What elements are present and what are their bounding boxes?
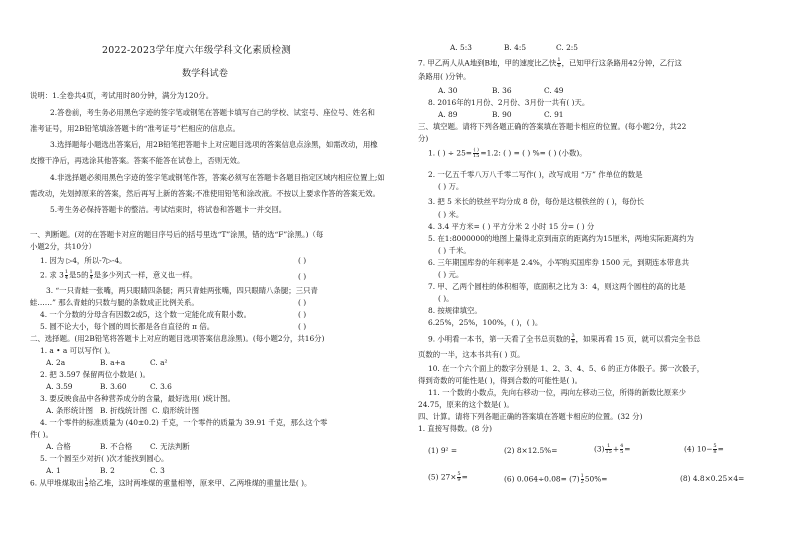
choice-q8: 8. 2016年的1月份、2月份、3月份一共有( )天。 [428, 98, 590, 107]
choice-q2-c: C. 3.6 [150, 382, 172, 391]
judge-paren-3: ( ) [298, 298, 307, 307]
section1-heading-2: 小题2分，共10分） [30, 242, 96, 251]
choice-q7-a: A. 30 [438, 86, 458, 95]
choice-q4b: 件( )。 [30, 430, 53, 439]
fill-q9c: 页数的一半，这本书共有( ) 页。 [418, 350, 525, 359]
fill-q11: 11. 一个数的小数点，先向右移动一位，再向左移动三位，所得的新数比原来少 [428, 388, 686, 397]
fill-q10: 10. 在一个六个面上的数字分别是 1、2、3、4、5、6 的正方体骰子。掷一次骰子， [428, 364, 705, 373]
judge-item-5: 5. 圆不论大小，每个圆的周长都是各自直径的 π 倍。 [40, 322, 215, 331]
judge-paren-2: ( ) [298, 272, 307, 281]
fill-q6b: ( ) 元。 [438, 270, 464, 279]
instruction-2b: 准考证号，用2B铅笔填涂答题卡的“准考证号”栏相应的信息点。 [30, 124, 240, 133]
fill-q9: 9. 小明看一本书，第一天看了全书总页数的 $\frac{3}{8}$ ，如果再看 15 页，就可以看完全书总 [428, 333, 701, 345]
instruction-3: 3.选择题每小题选出答案后，用2B铅笔把答题卡上对应题目选项的答案信息点涂黑，如需改动，用橡 [50, 140, 378, 149]
calc-5: (5) 27× $\frac{5}{9}$ = [428, 471, 468, 483]
choice-q2-b: B. 3.60 [100, 382, 127, 391]
choice-q3: 3. 要反映食品中各种营养成分的含量，最好选用( )统计图。 [40, 394, 235, 403]
choice-q4-b: B. 不合格 [100, 442, 133, 451]
choice-q7: 7. 甲乙两人从A地到B地，甲的速度比乙快 $\frac{1}{6}$ ，已知甲行这条路用42分钟，乙行这 [418, 57, 682, 69]
fill-q2: 2. 一亿五千零八万八千零二写作( )，改写成用 “万” 作单位的数是 [428, 170, 643, 179]
choice-q3-b: B. 折线统计图 [100, 406, 148, 415]
fill-q3: 3. 把 5 米长的铁丝平均分成 8 份，每份是这根铁丝的 ( )，每份长 [428, 197, 645, 206]
choice-q6: 6. 从甲堆煤取出 $\frac{1}{3}$ 给乙堆，这时两堆煤的重量相等，原来甲、乙两堆煤的重量比是( )。 [30, 477, 312, 489]
section4-heading: 四、计算。请将下列各题正确的答案填在答题卡相应的位置。(32 分) [418, 412, 643, 421]
instruction-5: 5.考生务必保持答题卡的整洁。考试结束时，将试卷和答题卡一并交回。 [50, 205, 287, 214]
section1-heading: 一、判断题。(对的在答题卡对应的题目序号后的括号里选“T”涂黑，错的选“F”涂黑。)（每 [30, 230, 324, 239]
judge-item-3: 3. “一只青蛙一张嘴，两只眼睛四条腿；两只青蛙两张嘴，四只眼睛八条腿；三只青 [46, 286, 318, 295]
choice-q5-b: B. 2 [100, 466, 115, 475]
choice-q1-c: C. a² [150, 358, 168, 367]
choice-q6-b: B. 4:5 [504, 43, 527, 52]
choice-q3-c: C. 扇形统计图 [152, 406, 200, 415]
calc-3: (3) $\frac{1}{15}$ + $\frac{4}{5}$ = [594, 443, 631, 455]
calc-6-7: (6) 0.064÷0.08= (7) $\frac{1}{2}$ 50%= [504, 473, 608, 485]
fill-q5: 5. 在1:8000000的地图上量得北京到南京的距离约为15厘米，两地实际距离约为 [428, 234, 694, 243]
choice-q1-a: A. 2a [46, 358, 66, 367]
choice-q4-c: C. 无法判断 [150, 442, 190, 451]
instruction-4b: 需改动，先划掉原来的答案，然后再写上新的答案;不准使用铅笔和涂改液。不按以上要求作答的答案无效。 [30, 189, 380, 198]
choice-q3-a: A. 条形统计图 [46, 406, 93, 415]
calc-4: (4) 10− $\frac{5}{8}$ = [684, 443, 724, 455]
choice-q8-a: A. 89 [438, 110, 458, 119]
fill-q1: 1. ( ) ÷ 25= $\frac{( )}{15}$ =1.2: ( ) = ( ) %= ( ) (小数)。 [428, 147, 587, 159]
choice-q8-b: B. 90 [492, 110, 512, 119]
judge-item-4: 4. 一个分数的分母含有因数2或5，这个数一定能化成有限小数。 [40, 310, 251, 319]
calc-heading: 1. 直接写得数。(8 分) [418, 424, 492, 433]
choice-q7-b: B. 36 [492, 86, 512, 95]
choice-q1-b: B. a+a [100, 358, 126, 367]
section3-heading: 三、填空题。请将下列各题正确的答案填在答题卡相应的位置。(每小题2分，共22 [418, 122, 687, 131]
judge-paren-1: ( ) [298, 256, 307, 265]
instruction-4: 4.非选择题必须用黑色字迹的签字笔或钢笔作答，答案必须写在答题卡各题目指定区域内相应位置上;如 [50, 173, 385, 182]
section2-heading: 二、选择题。(用2B铅笔将答题卡上对应的题目选项答案信息涂黑)。(每小题2分，共16分) [30, 334, 325, 343]
judge-item-2: 2. 求 3 $\frac{1}{4}$ 是5的 $\frac{1}{4}$ 是多少列式一样，意义也一样。 [40, 269, 198, 281]
instruction-2: 2.答卷前，考生务必用黑色字迹的签字笔或钢笔在答题卡填写自己的学校、试室号、座位号、姓名和 [50, 108, 375, 117]
judge-item-1: 1. 因为 ▷4，所以-7▷-4。 [40, 256, 127, 265]
fill-q6: 6. 三年期国库券的年利率是 2.4%，小军购买国库券 1500 元，到期连本带息共 [428, 258, 689, 267]
instruction-1: 说明：1.全卷共4页，考试用时80分钟，满分为120分。 [30, 91, 214, 100]
fill-q4: 4. 3.4 平方米= ( ) 平方分米 2 小时 15 分= ( ) 分 [428, 222, 595, 231]
fill-q8b: 6.25%，25%，100%，( )，( )。 [428, 318, 543, 327]
fill-q5b: ( ) 千米。 [438, 246, 471, 255]
section3-heading-2: 分) [418, 134, 429, 143]
fill-q3b: ( ) 米。 [438, 210, 464, 219]
choice-q4: 4. 一个零件的标准质量为 (40±0.2) 千克，一个零件的质量为 39.91 千克，那么这个零 [40, 418, 328, 427]
choice-q6-c: C. 2:5 [556, 43, 578, 52]
page-subtitle: 数学科试卷 [182, 68, 228, 79]
calc-8: (8) 4.8×0.25×4= [680, 474, 745, 483]
choice-q1: 1. a • a 可以写作( )。 [40, 346, 115, 355]
choice-q7-c: C. 49 [544, 86, 564, 95]
choice-q2: 2. 把 3.597 保留两位小数是( )。 [40, 370, 150, 379]
calc-1: (1) 9² = [428, 446, 458, 455]
fill-q8: 8. 按规律填空。 [428, 306, 482, 315]
fill-q2b: ( ) 万。 [438, 182, 464, 191]
judge-paren-5: ( ) [298, 322, 307, 331]
fill-q7: 7. 甲、乙两个圆柱的体积相等，底面积之比为 3：4，则这两个圆柱的高的比是 [428, 282, 686, 291]
choice-q2-a: A. 3.59 [46, 382, 73, 391]
judge-paren-4: ( ) [298, 310, 307, 319]
choice-q5: 5. 一个圆至少对折( )次才能找到圆心。 [40, 454, 169, 463]
choice-q7c: 条路用( )分钟。 [418, 72, 471, 81]
fill-q7b: ( )。 [438, 294, 454, 303]
choice-q5-a: A. 1 [46, 466, 61, 475]
choice-q8-c: C. 91 [544, 110, 564, 119]
choice-q5-c: C. 3 [150, 466, 165, 475]
instruction-3b: 皮擦干净后，再选涂其他答案。答案不能答在试卷上，否则无效。 [30, 156, 245, 165]
choice-q6-a: A. 5:3 [450, 43, 472, 52]
fill-q11b: 24.75，原来的这个数是( )。 [418, 400, 514, 409]
fill-q10b: 得到奇数的可能性是( )，得到合数的可能性是( )。 [418, 376, 583, 385]
choice-q4-a: A. 合格 [46, 442, 71, 451]
judge-item-3b: 蛙……” 那么青蛙的只数与腿的条数成正比例关系。 [30, 298, 199, 307]
calc-2: (2) 8×12.5%= [504, 446, 558, 455]
page-title: 2022-2023学年度六年级学科文化素质检测 [102, 45, 292, 56]
